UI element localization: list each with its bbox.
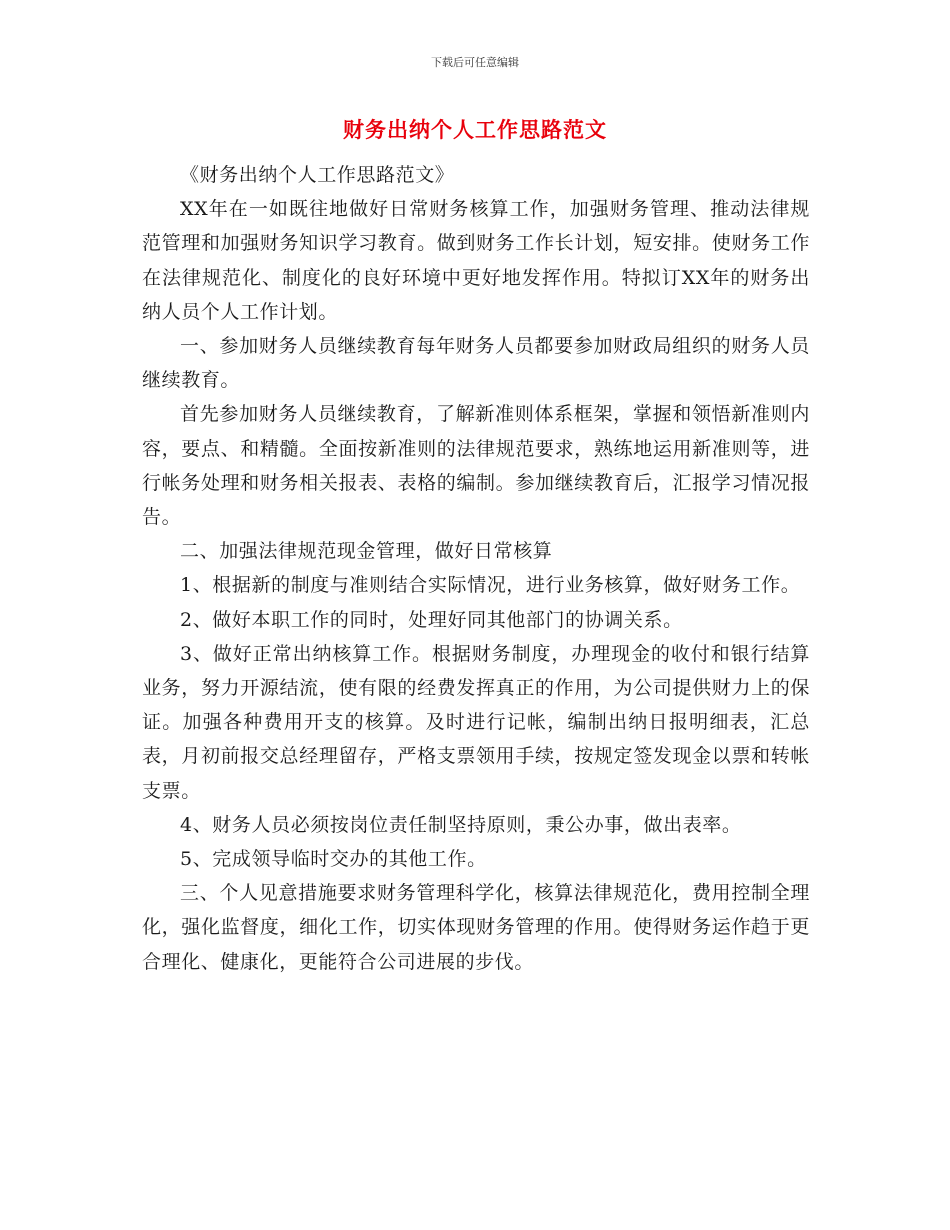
document-body (142, 158, 810, 979)
document-title: 财务出纳个人工作思路范文 (343, 118, 607, 142)
paragraph-item-4: 4、财务人员必须按岗位责任制坚持原则，秉公办事，做出表率。 (180, 813, 742, 836)
paragraph-item-3: 3、做好正常出纳核算工作。根据财务制度，办理现金的收付和银行结算业务，努力开源结流，使有限的经费发挥真正的作用，为公司提供财力上的保证。加强各种费用开支的核算。及时进行记帐，编制出纳日报明细表，汇总表，月初前报交总经理留存，严格支票领用手续，按规定签发现金以票和转帐支票。 (142, 642, 810, 802)
paragraph-section-2: 二、加强法律规范现金管理，做好日常核算 (180, 540, 553, 563)
paragraph-item-2: 2、做好本职工作的同时，处理好同其他部门的协调关系。 (180, 608, 683, 631)
paragraph-section-3: 三、个人见意措施要求财务管理科学化，核算法律规范化，费用控制全理化，强化监督度，细化工作，切实体现财务管理的作用。使得财务运作趋于更合理化、健康化，更能符合公司进展的步伐。 (142, 882, 810, 973)
paragraph-item-1: 1、根据新的制度与准则结合实际情况，进行业务核算，做好财务工作。 (180, 574, 801, 597)
paragraph-intro: XX年在一如既往地做好日常财务核算工作，加强财务管理、推动法律规范管理和加强财务知识学习教育。做到财务工作长计划，短安排。使财务工作在法律规范化、制度化的良好环境中更好地发挥作用。特拟订XX年的财务出纳人员个人工作计划。 (142, 198, 810, 323)
paragraph-subtitle: 《财务出纳个人工作思路范文》 (180, 164, 455, 186)
paragraph-section-1-detail: 首先参加财务人员继续教育，了解新准则体系框架，掌握和领悟新准则内容，要点、和精髓。全面按新准则的法律规范要求，熟练地运用新准则等，进行帐务处理和财务相关报表、表格的编制。参加继续教育后，汇报学习情况报告。 (142, 403, 810, 529)
paragraph-item-5: 5、完成领导临时交办的其他工作。 (180, 848, 487, 871)
paragraph-section-1: 一、参加财务人员继续教育每年财务人员都要参加财政局组织的财务人员继续教育。 (142, 335, 810, 392)
header-note: 下载后可任意编辑 (431, 56, 519, 69)
